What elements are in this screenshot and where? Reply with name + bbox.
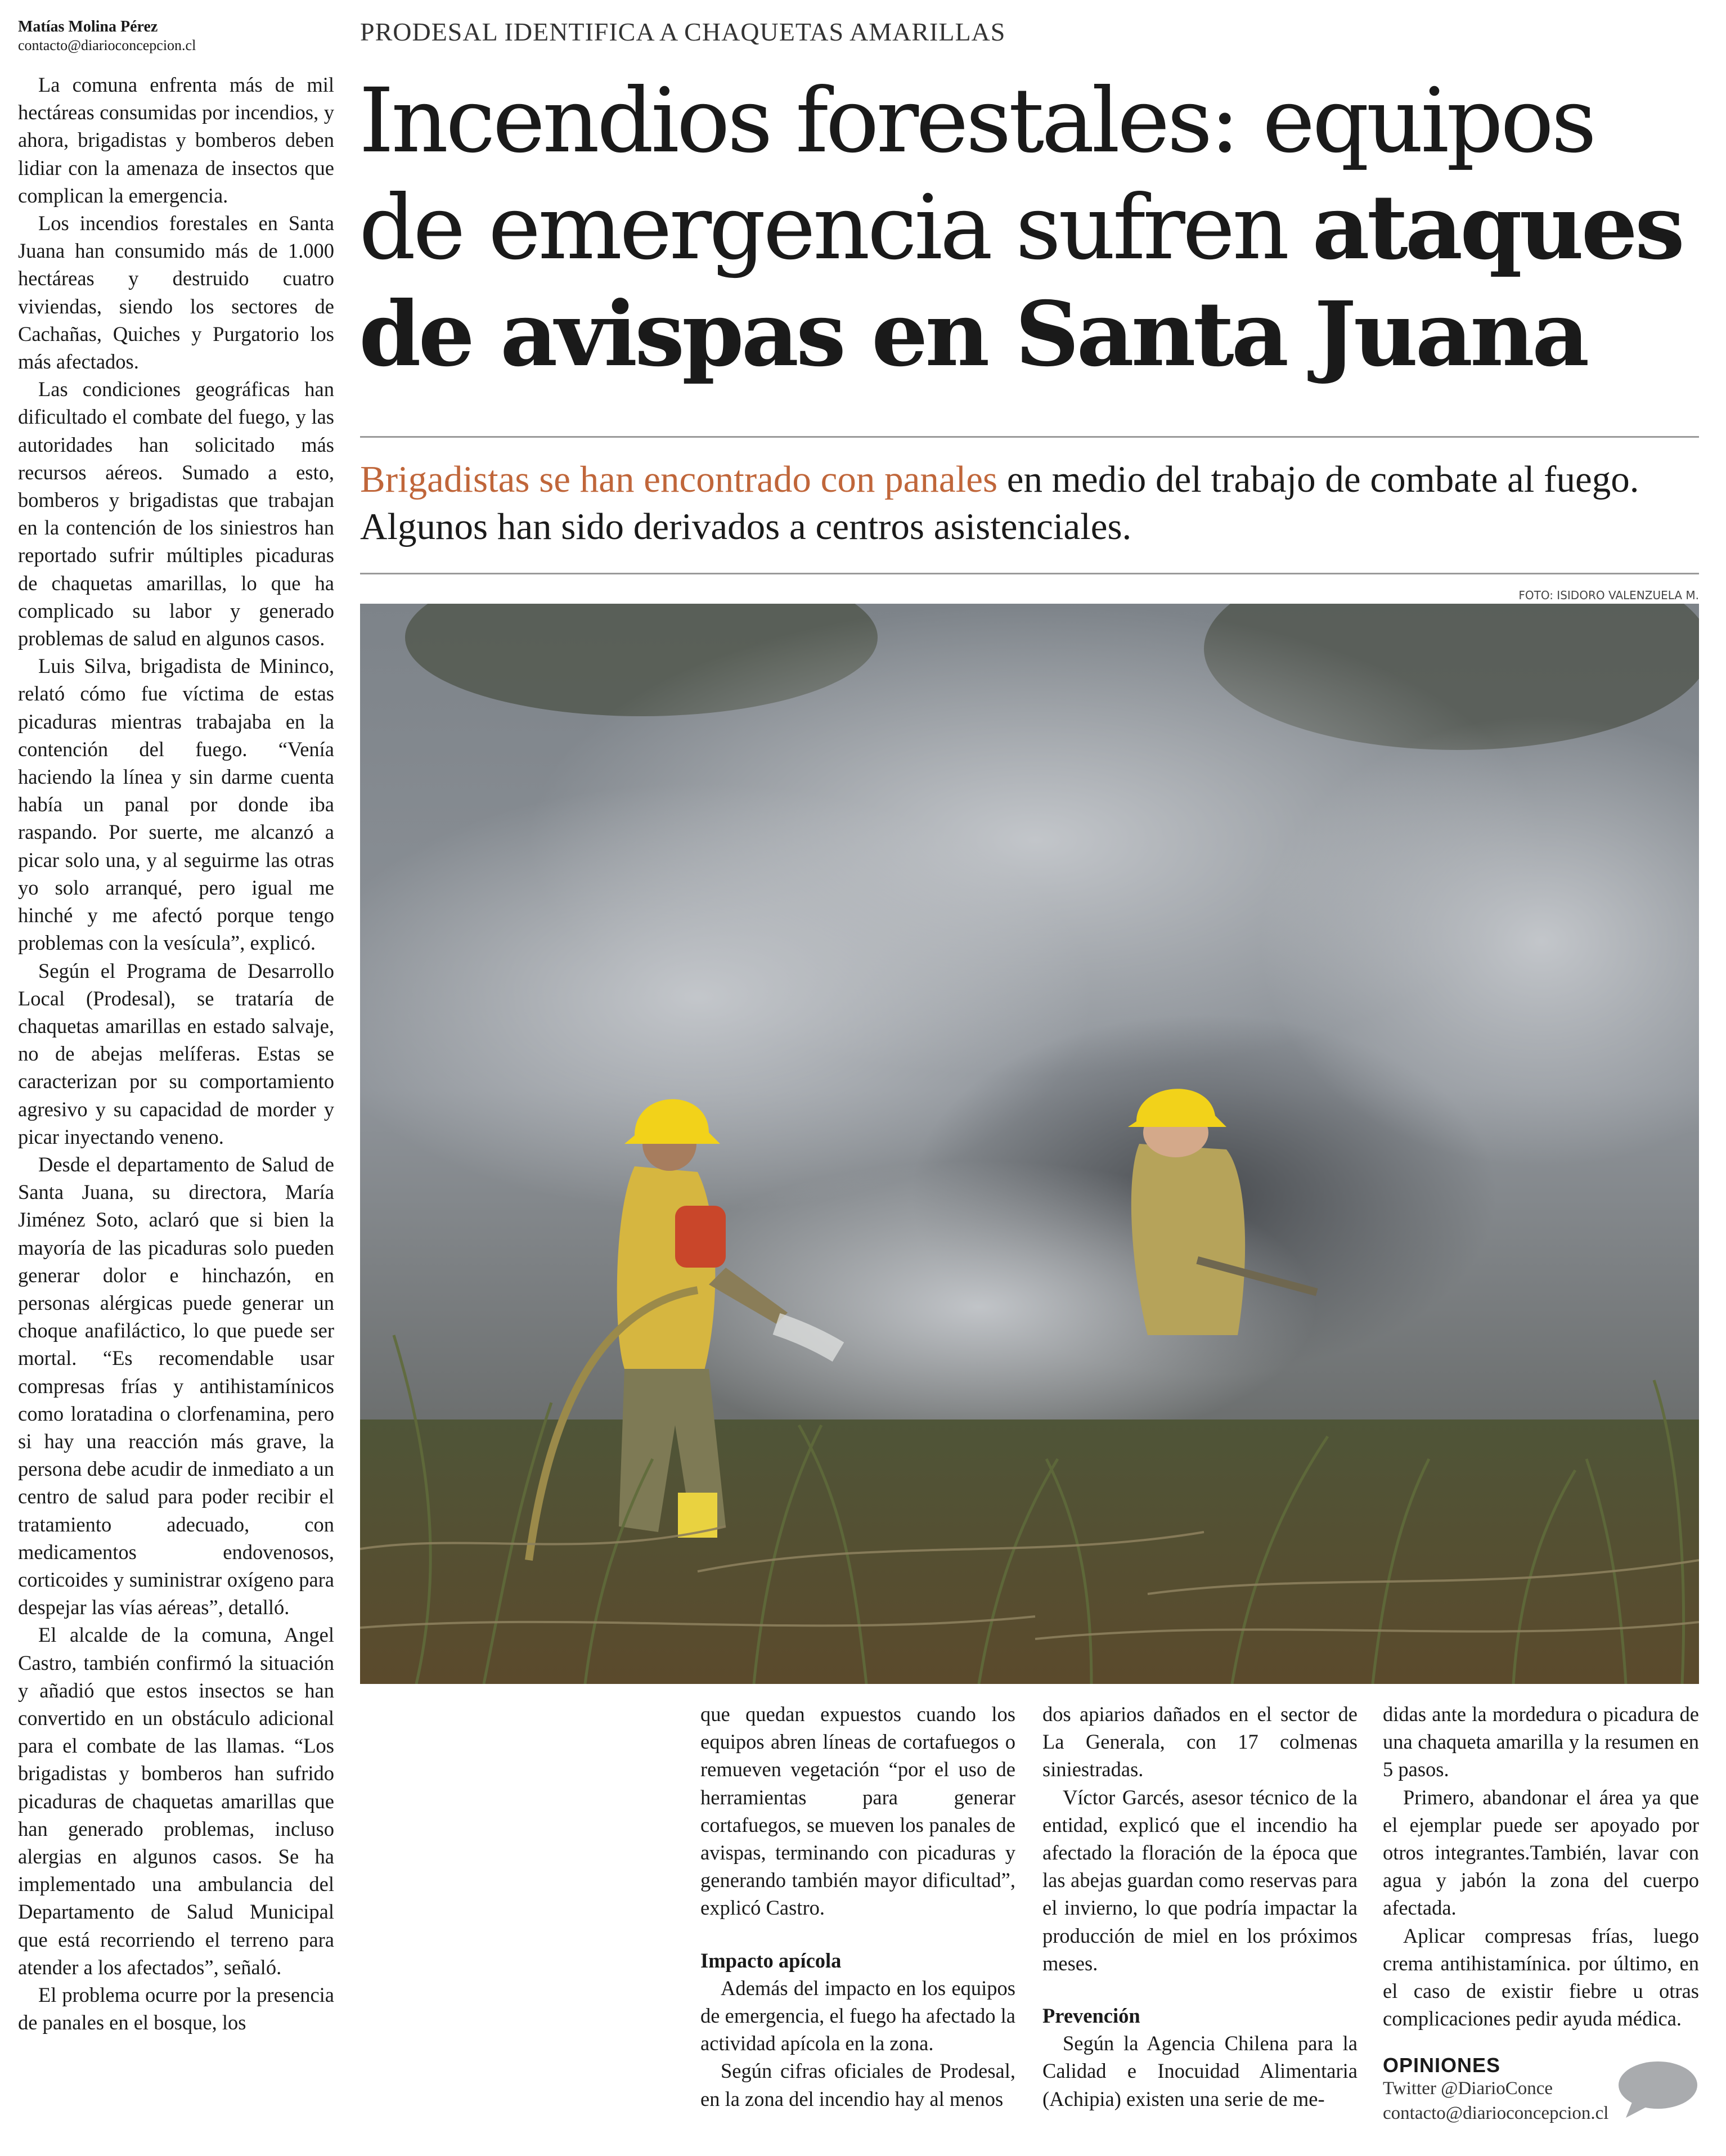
body-column-c xyxy=(1383,1700,1699,2032)
article-photo xyxy=(360,604,1699,1684)
opiniones-email[interactable]: contacto@diarioconcepcion.cl xyxy=(1383,2103,1609,2123)
speech-bubble-icon xyxy=(1616,2059,1700,2123)
body-paragraph: que quedan expuestos cuando los equipos abren líneas de cortafuegos o remueven vegetación “por el uso de herramientas para generar cortafuegos, se mueven los panales de avispas, terminando con picaduras y generando también mayor dificultad”, explicó Castro. xyxy=(700,1703,1015,1920)
headline-line-3: de avispas en Santa Juana xyxy=(359,282,1587,387)
byline-email: contacto@diarioconcepcion.cl xyxy=(18,37,196,53)
deck-highlight: Brigadistas se han encontrado con panales xyxy=(360,459,998,500)
body-paragraph: La comuna enfrenta más de mil hectáreas consumidas por incendios, y ahora, brigadistas y bomberos deben lidiar con la amenaza de insectos que complican la emergencia. xyxy=(18,73,334,207)
divider-bottom xyxy=(360,573,1699,574)
headline-line-2: de emergencia sufren xyxy=(359,176,1313,280)
body-column-left xyxy=(18,71,334,2036)
kicker: PRODESAL IDENTIFICA A CHAQUETAS AMARILLAS xyxy=(360,17,1006,46)
body-paragraph: Las condiciones geográficas han dificultado el combate del fuego, y las autoridades han solicitado más recursos aéreos. Sumado a esto, bomberos y brigadistas que trabajan en la contención de los siniestros han reportado sufrir múltiples picaduras de chaquetas amarillas, lo que ha complicado su labor y generado problemas de salud en algunos casos. xyxy=(18,378,334,650)
deck xyxy=(360,456,1699,550)
body-paragraph: Luis Silva, brigadista de Mininco, relató cómo fue víctima de estas picaduras mientras trabajaba en la contención del fuego. “Venía haciendo la línea y sin darme cuenta había un panal por donde iba raspando. Por suerte, me alcanzó a picar solo una, y al seguirme las otras yo solo arranqué, pero igual me hinché y me afectó porque tengo problemas con la vesícula”, explicó. xyxy=(18,654,334,955)
body-column-b xyxy=(1042,1700,1358,2113)
headline xyxy=(359,68,1709,388)
divider-top xyxy=(360,436,1699,438)
body-paragraph: Según cifras oficiales de Prodesal, en la zona del incendio hay al menos xyxy=(700,2059,1015,2110)
body-paragraph: Aplicar compresas frías, luego crema antihistamínica. por último, en el caso de existir fiebre u otras complicaciones pedir ayuda médica. xyxy=(1383,1924,1699,2031)
firefighters-photo xyxy=(360,604,1699,1684)
body-column-a xyxy=(700,1700,1015,2113)
body-paragraph: El problema ocurre por la presencia de panales en el bosque, los xyxy=(18,1983,334,2034)
headline-line-1: Incendios forestales: equipos xyxy=(359,69,1594,173)
deck-text: en medio del trabajo de combate al fuego. Algunos han sido derivados a centros asistenciales. xyxy=(360,459,1639,547)
headline-line-2-bold: ataques xyxy=(1312,176,1682,280)
body-paragraph: Los incendios forestales en Santa Juana han consumido más de 1.000 hectáreas y destruido cuatro viviendas, siendo los sectores de Cachañas, Quiches y Purgatorio los más afectados. xyxy=(18,212,334,374)
body-paragraph: Según el Programa de Desarrollo Local (Prodesal), se trataría de chaquetas amarillas en estado salvaje, no de abejas melíferas. Estas se caracterizan por su comportamiento agresivo y su capacidad de morder y picar inyectando veneno. xyxy=(18,959,334,1148)
opiniones-label: OPINIONES xyxy=(1383,2054,1501,2077)
body-paragraph: Además del impacto en los equipos de emergencia, el fuego ha afectado la actividad apícola en la zona. xyxy=(700,1976,1015,2055)
subhead-prevencion: Prevención xyxy=(1042,2004,1140,2028)
subhead-impacto: Impacto apícola xyxy=(700,1948,842,1972)
body-paragraph: Según la Agencia Chilena para la Calidad e Inocuidad Alimentaria (Achipia) existen una serie de me- xyxy=(1042,2032,1358,2110)
body-paragraph: El alcalde de la comuna, Angel Castro, también confirmó la situación y añadió que estos insectos se han convertido en un obstáculo adicional para el combate de las llamas. “Los brigadistas y bomberos han sufrido picaduras de chaquetas amarillas que han generado problemas, incluso alergias en algunos casos. Se ha implementado una ambulancia del Departamento de Salud Municipal que está recorriendo el terreno para atender a los afectados”, señaló. xyxy=(18,1623,334,1979)
body-paragraph: Primero, abandonar el área ya que el ejemplar puede ser apoyado por otros integrantes.También, lavar con agua y jabón la zona del cuerpo afectada. xyxy=(1383,1785,1699,1920)
body-paragraph: Víctor Garcés, asesor técnico de la entidad, explicó que el incendio ha afectado la floración de la época que las abejas guardan como reservas para el invierno, lo que podría impactar la producción de miel en los próximos meses. xyxy=(1042,1785,1358,1975)
byline-author: Matías Molina Pérez xyxy=(18,18,158,35)
body-paragraph: didas ante la mordedura o picadura de una chaqueta amarilla y la resumen en 5 pasos. xyxy=(1383,1703,1699,1781)
body-paragraph: dos apiarios dañados en el sector de La Generala, con 17 colmenas siniestradas. xyxy=(1042,1703,1358,1781)
opiniones-twitter[interactable]: Twitter @DiarioConce xyxy=(1383,2078,1553,2099)
photo-credit: FOTO: ISIDORO VALENZUELA M. xyxy=(1518,589,1699,602)
body-paragraph: Desde el departamento de Salud de Santa Juana, su directora, María Jiménez Soto, aclaró que si bien la mayoría de las picaduras solo pueden generar dolor e hinchazón, en personas alérgicas puede generar un choque anafiláctico, lo que puede ser mortal. “Es recomendable usar compresas frías y antihistamínicos como loratadina o clorfenamina, pero si hay una reacción más grave, la persona debe acudir de inmediato a un centro de salud para poder recibir el tratamiento adecuado, con medicamentos endovenosos, corticoides y suministrar oxígeno para despejar las vías aéreas”, detalló. xyxy=(18,1152,334,1619)
